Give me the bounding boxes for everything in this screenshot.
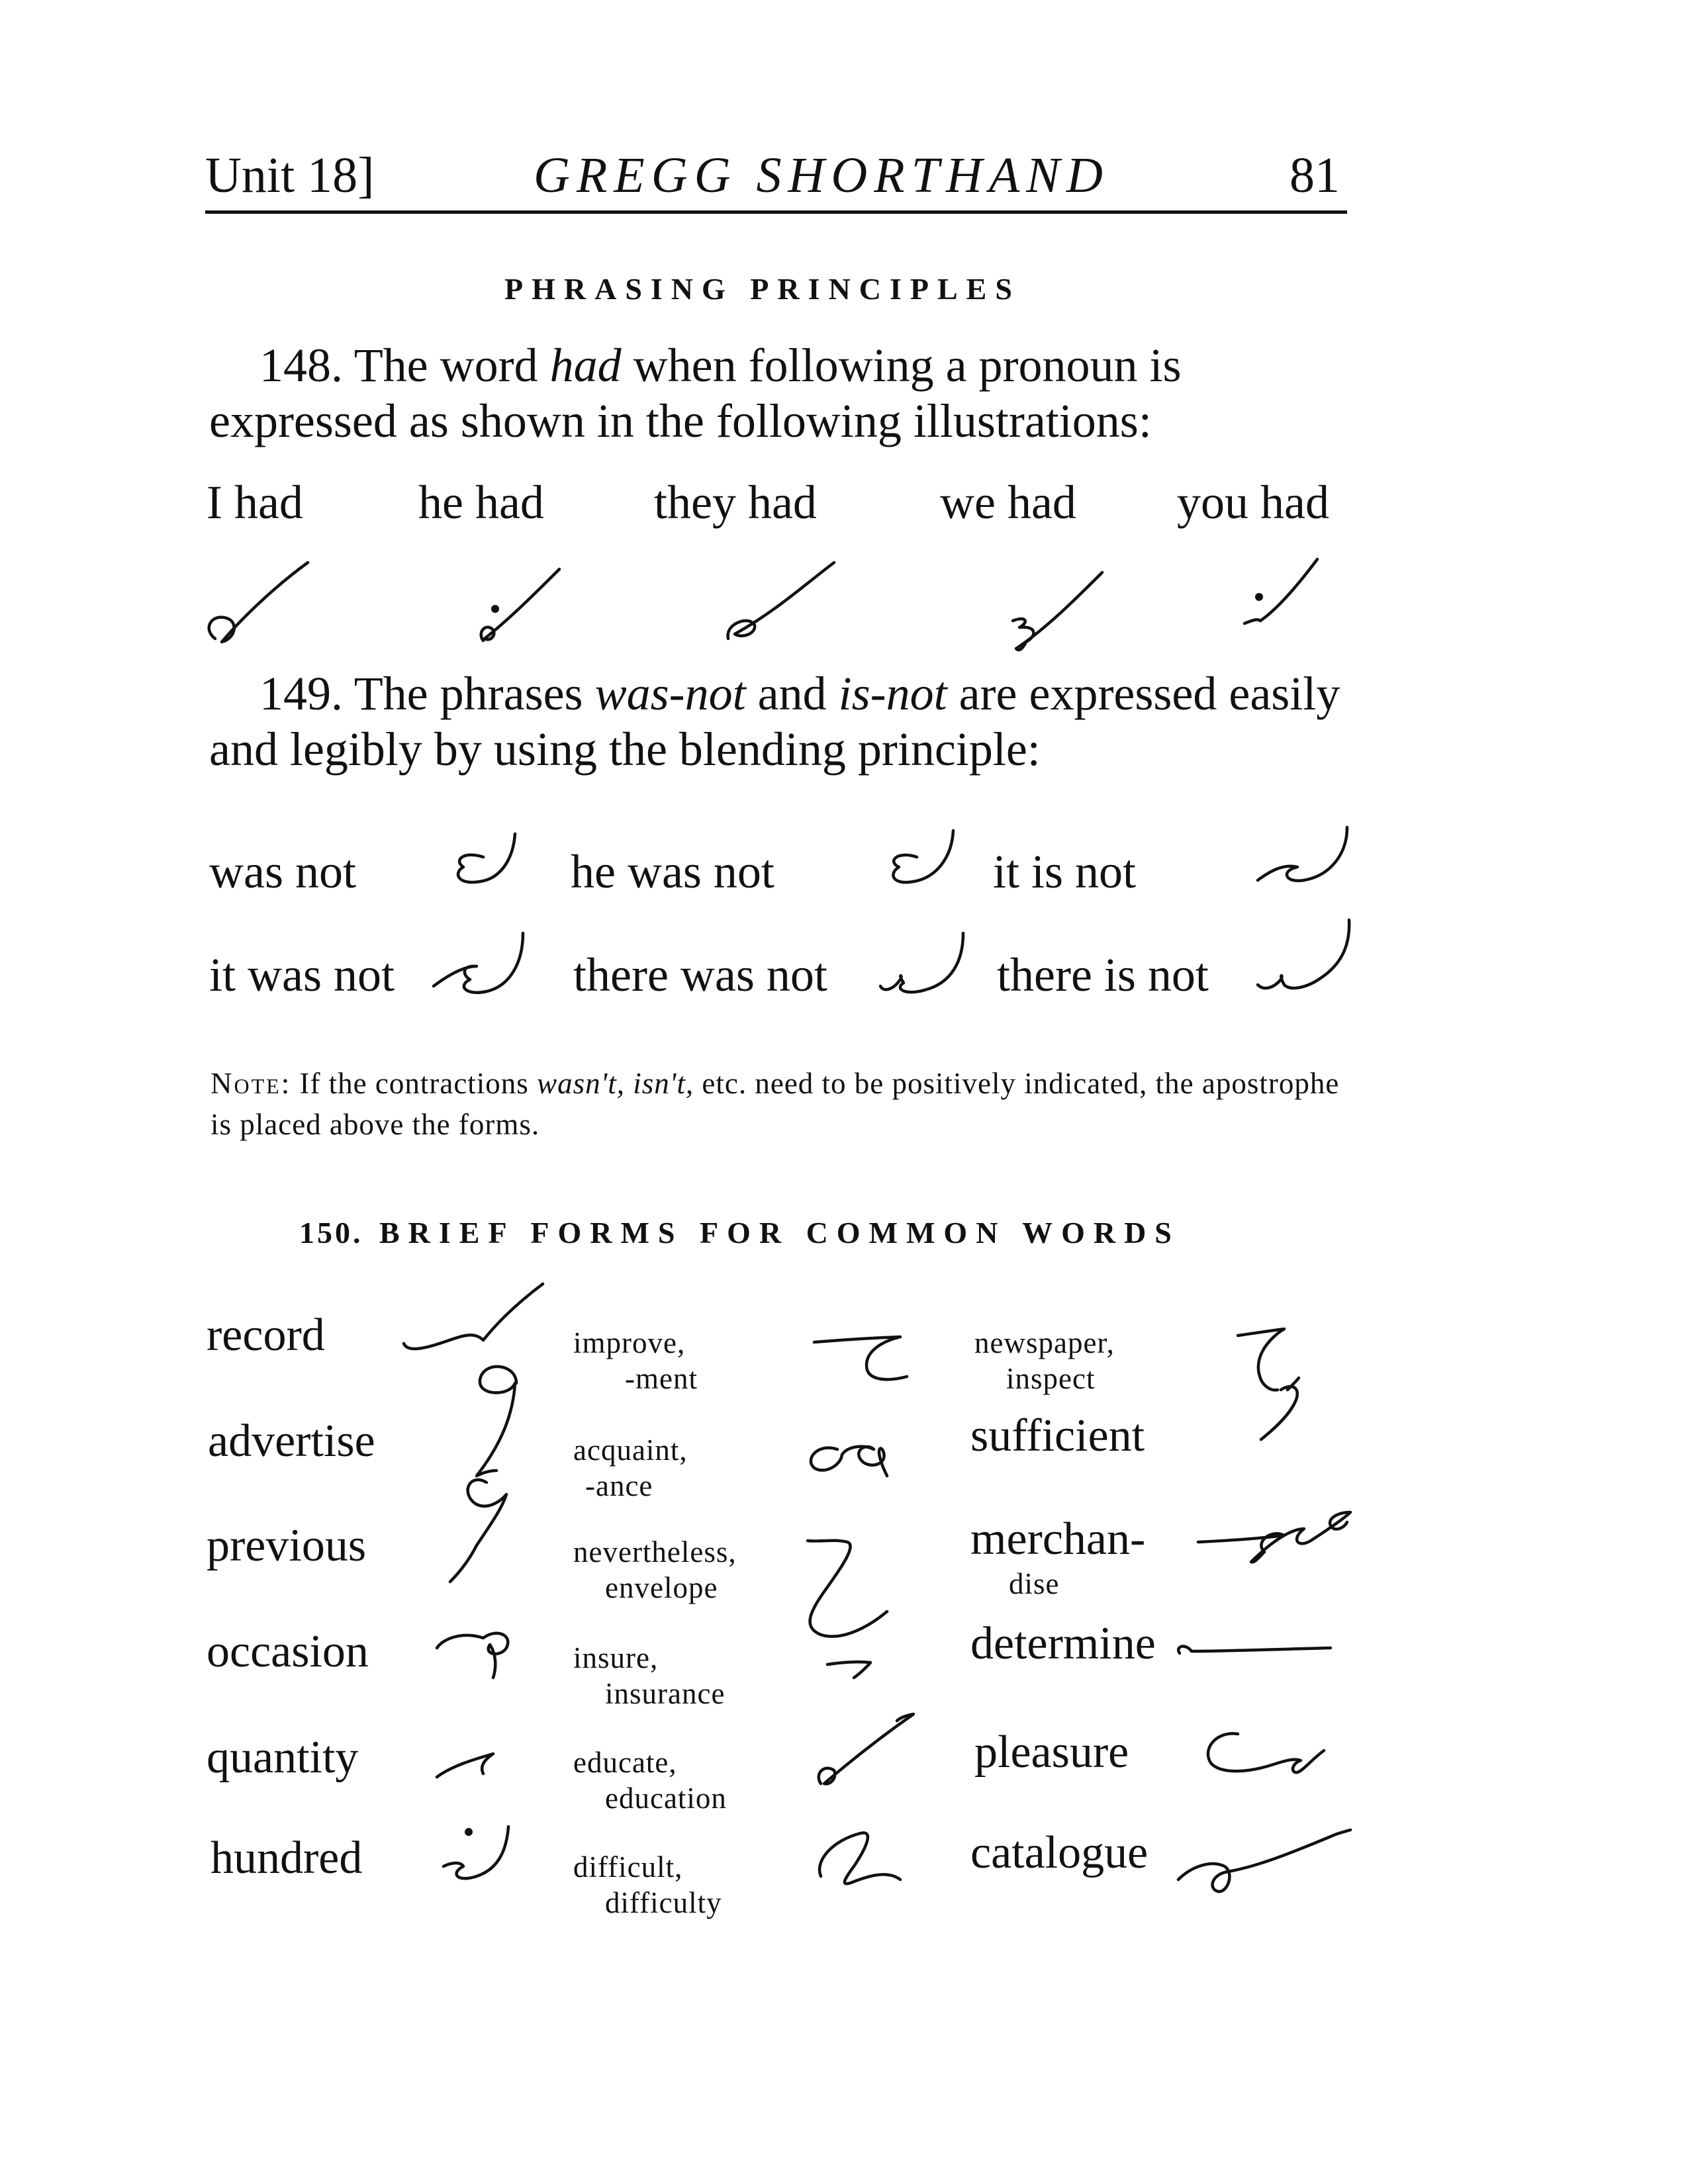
you-had-outline-icon <box>1231 549 1331 642</box>
brief-form-word <box>573 1745 727 1816</box>
header-rule <box>205 210 1347 214</box>
brief-form-word: record <box>207 1310 325 1361</box>
note-head: Note: <box>211 1067 292 1100</box>
nevertheless-outline-icon <box>794 1529 927 1655</box>
brief-form-word: previous <box>207 1520 367 1571</box>
acquaint-outline-icon <box>801 1430 907 1496</box>
quantity-outline-icon <box>430 1741 510 1787</box>
word-line: insurance <box>605 1677 726 1710</box>
brief-form-word <box>573 1534 737 1606</box>
brief-form-word <box>573 1640 725 1711</box>
para-number: 149. <box>259 667 343 720</box>
example-label: he was not <box>571 845 774 898</box>
it-is-not-outline-icon <box>1244 817 1364 897</box>
he-had-outline-icon <box>463 556 583 649</box>
section-title: PHRASING PRINCIPLES <box>504 272 1021 306</box>
occasion-outline-icon <box>430 1615 523 1688</box>
brief-form-word: advertise <box>208 1416 375 1467</box>
example-label: he had <box>418 476 544 529</box>
improve-outline-icon <box>808 1330 914 1396</box>
word-line: envelope <box>605 1571 718 1604</box>
word-line: newspaper, <box>974 1326 1115 1359</box>
paragraph-149 <box>209 666 1348 777</box>
example-label: was not <box>209 845 356 898</box>
brief-form-word: quantity <box>207 1732 359 1783</box>
running-head-title: GREGG SHORTHAND <box>534 148 1109 203</box>
brief-form-word <box>573 1849 722 1921</box>
brief-form-word <box>573 1325 698 1396</box>
para-text: and <box>757 667 827 720</box>
word-line: -ance <box>585 1469 653 1502</box>
he-was-not-outline-icon <box>880 821 973 893</box>
educate-outline-icon <box>808 1707 927 1800</box>
para-text: The word <box>353 339 538 392</box>
previous-outline-icon <box>424 1463 530 1595</box>
it-was-not-outline-icon <box>424 920 543 1006</box>
word-line: education <box>605 1782 727 1815</box>
brief-form-word: dise <box>1009 1567 1060 1600</box>
section-number: 150. <box>299 1216 363 1250</box>
there-was-not-outline-icon <box>870 923 990 1006</box>
pleasure-outline-icon <box>1198 1721 1337 1794</box>
running-head-unit: Unit 18] <box>205 148 375 203</box>
word-line: inspect <box>1006 1362 1096 1395</box>
note-text: If the contractions <box>299 1067 529 1100</box>
para-text: The phrases <box>353 667 583 720</box>
note-emphasis: isn't, <box>633 1067 694 1100</box>
para-text: are expressed easily and legibly by using the blending principle: <box>209 667 1340 776</box>
paragraph-148 <box>209 338 1348 449</box>
word-line: -ment <box>625 1362 698 1395</box>
brief-form-word: determine <box>970 1618 1156 1669</box>
note-paragraph <box>211 1063 1350 1145</box>
brief-form-word: pleasure <box>974 1727 1129 1778</box>
difficult-outline-icon <box>808 1813 927 1899</box>
para-text: when following a pronoun is expressed as shown in the following illustrations: <box>209 339 1182 447</box>
brief-form-word: occasion <box>207 1626 369 1677</box>
brief-form-word: hundred <box>211 1833 363 1884</box>
example-label: it is not <box>993 845 1137 898</box>
example-label: I had <box>207 476 303 529</box>
example-label: we had <box>940 476 1076 529</box>
brief-form-word: sufficient <box>970 1410 1145 1461</box>
merchandise-outline-icon <box>1192 1502 1364 1575</box>
brief-form-word <box>974 1325 1115 1396</box>
section-title: BRIEF FORMS FOR COMMON WORDS <box>379 1216 1180 1250</box>
determine-outline-icon <box>1172 1628 1344 1668</box>
i-had-outline-icon <box>199 549 324 649</box>
example-label: there was not <box>573 948 827 1001</box>
newspaper-outline-icon <box>1225 1317 1337 1456</box>
word-line: difficulty <box>605 1886 722 1919</box>
word-line: improve, <box>573 1326 686 1359</box>
was-not-outline-icon <box>444 821 536 893</box>
word-line: insure, <box>573 1641 659 1674</box>
record-outline-icon <box>397 1277 556 1370</box>
brief-form-word: catalogue <box>970 1827 1149 1878</box>
word-line: difficult, <box>573 1850 683 1884</box>
hundred-outline-icon <box>430 1813 523 1893</box>
note-emphasis: wasn't, <box>537 1067 625 1100</box>
example-label: there is not <box>997 948 1209 1001</box>
word-line: acquaint, <box>573 1433 688 1467</box>
we-had-outline-icon <box>1000 556 1119 655</box>
example-label: it was not <box>209 948 395 1001</box>
they-had-outline-icon <box>715 549 847 649</box>
brief-form-word: merchan- <box>970 1514 1146 1565</box>
para-emphasis: was-not <box>594 667 746 720</box>
note-text: etc. need to be positively indicated, the apostrophe is placed above the forms. <box>211 1067 1340 1141</box>
example-label: they had <box>654 476 817 529</box>
brief-forms-heading <box>299 1215 1180 1250</box>
para-number: 148. <box>259 339 343 392</box>
page-number: 81 <box>1289 148 1340 203</box>
word-line: nevertheless, <box>573 1535 737 1569</box>
insure-outline-icon <box>821 1648 887 1688</box>
example-label: you had <box>1177 476 1329 529</box>
catalogue-outline-icon <box>1165 1813 1364 1913</box>
word-line: educate, <box>573 1746 677 1779</box>
there-is-not-outline-icon <box>1251 913 1364 1006</box>
brief-form-word <box>573 1432 688 1504</box>
para-emphasis: is-not <box>838 667 947 720</box>
para-emphasis: had <box>549 339 622 392</box>
